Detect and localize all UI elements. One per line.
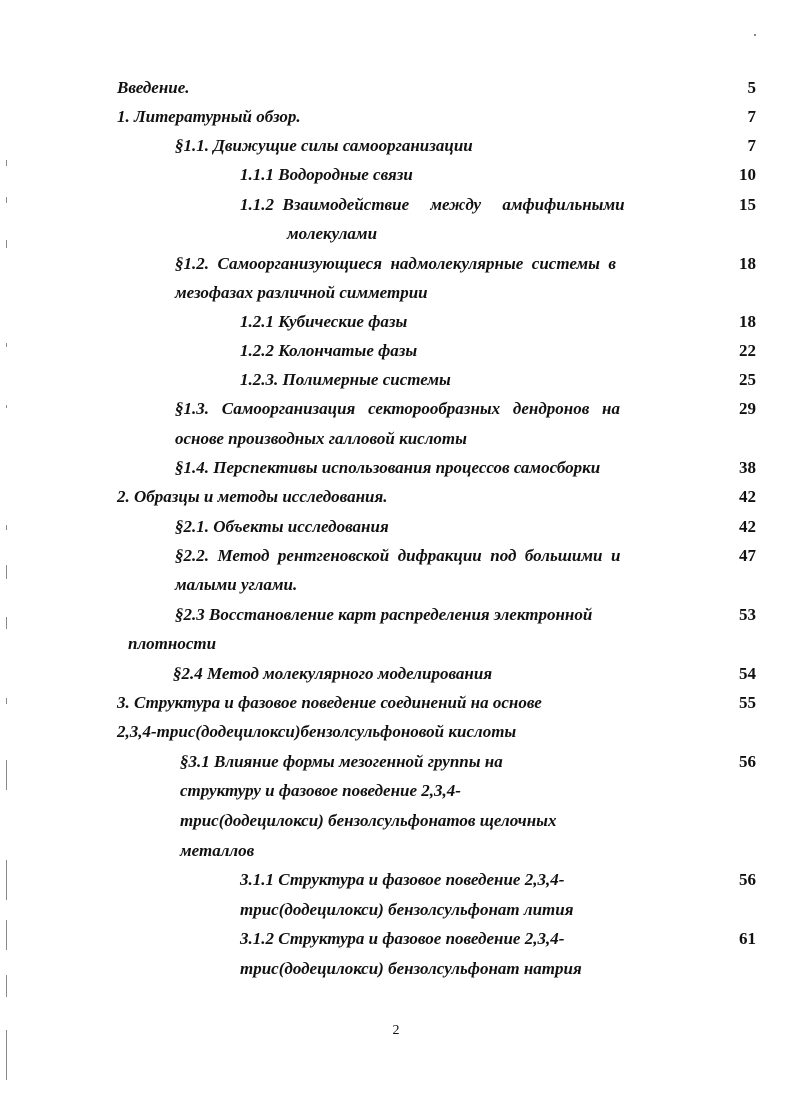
- toc-entry-page: 55: [739, 693, 756, 712]
- toc-entry-text: 3. Структура и фазовое поведение соединений на основе: [117, 693, 542, 712]
- toc-entry-text: 3.1.2 Структура и фазовое поведение 2,3,4-: [240, 929, 565, 948]
- toc-entry-text: металлов: [180, 841, 255, 860]
- toc-entry-page: 7: [747, 107, 756, 126]
- toc-entry-text: основе производных галловой кислоты: [175, 429, 467, 448]
- toc-entry-page: 53: [739, 605, 756, 624]
- toc-entry-text: §3.1 Влияние формы мезогенной группы на: [180, 752, 503, 771]
- toc-entry-page: 56: [739, 870, 756, 889]
- toc-entry-text: молекулами: [287, 224, 378, 243]
- toc-entry-page: 7: [747, 136, 756, 155]
- toc-entry-text: §1.1. Движущие силы самоорганизации: [175, 136, 473, 155]
- toc-entry-text: 1.2.2 Колончатые фазы: [240, 341, 418, 360]
- toc-entry-page: 47: [739, 546, 756, 565]
- toc-entry-page: 56: [739, 752, 756, 771]
- toc-entry-text: §1.2. Самоорганизующиеся надмолекулярные системы в: [175, 254, 617, 273]
- toc-entry-page: 10: [739, 165, 756, 184]
- toc-entry-text: §2.3 Восстановление карт распределения электронной: [175, 605, 593, 624]
- toc-entry-text: Введение.: [117, 78, 190, 97]
- toc-entry-text: 1.1.2 Взаимодействие между амфифильными: [240, 195, 625, 214]
- toc-entry-text: малыми углами.: [175, 575, 298, 594]
- toc-entry-text: трис(додецилокси) бензолсульфонат лития: [240, 900, 574, 919]
- toc-entry-text: 2. Образцы и методы исследования.: [117, 487, 388, 506]
- toc-entry-page: 42: [739, 517, 756, 536]
- toc-entry-text: 1.2.1 Кубические фазы: [240, 312, 408, 331]
- toc-entry-page: 25: [739, 370, 756, 389]
- toc-entry-page: 42: [739, 487, 756, 506]
- toc-entry-text: мезофазах различной симметрии: [175, 283, 428, 302]
- toc-entry-page: 54: [739, 664, 756, 683]
- toc-entry-text: 1.2.3. Полимерные системы: [240, 370, 451, 389]
- toc-entry-text: §2.4 Метод молекулярного моделирования: [173, 664, 493, 683]
- toc-entry-page: 22: [739, 341, 756, 360]
- toc-entry-text: трис(додецилокси) бензолсульфонатов щелочных: [180, 811, 557, 830]
- toc-entry-page: 15: [739, 195, 756, 214]
- toc-entry-text: 3.1.1 Структура и фазовое поведение 2,3,4-: [240, 870, 565, 889]
- toc-entry-text: 1.1.1 Водородные связи: [240, 165, 413, 184]
- toc-entry-page: 38: [739, 458, 756, 477]
- toc-entry-text: §2.1. Объекты исследования: [175, 517, 389, 536]
- toc-entry-text: §1.3. Самоорганизация секторообразных дендронов на: [175, 399, 620, 418]
- toc-entry-text: §2.2. Метод рентгеновской дифракции под большими и: [175, 546, 621, 565]
- page-number: 2: [392, 1023, 400, 1038]
- toc-entry-text: трис(додецилокси) бензолсульфонат натрия: [240, 959, 582, 978]
- toc-entry-page: 18: [739, 254, 756, 273]
- toc-entry-text: структуру и фазовое поведение 2,3,4-: [180, 781, 461, 800]
- toc-entry-text: плотности: [128, 634, 217, 653]
- toc-entry-text: §1.4. Перспективы использования процессов самосборки: [175, 458, 601, 477]
- toc-entry-text: 2,3,4-трис(додецилокси)бензолсульфоновой кислоты: [117, 722, 517, 741]
- toc-entry-page: 18: [739, 312, 756, 331]
- toc-entry-page: 5: [747, 78, 756, 97]
- toc-entry-text: 1. Литературный обзор.: [117, 107, 301, 126]
- toc-entry-page: 29: [739, 399, 756, 418]
- toc-entry-page: 61: [739, 929, 756, 948]
